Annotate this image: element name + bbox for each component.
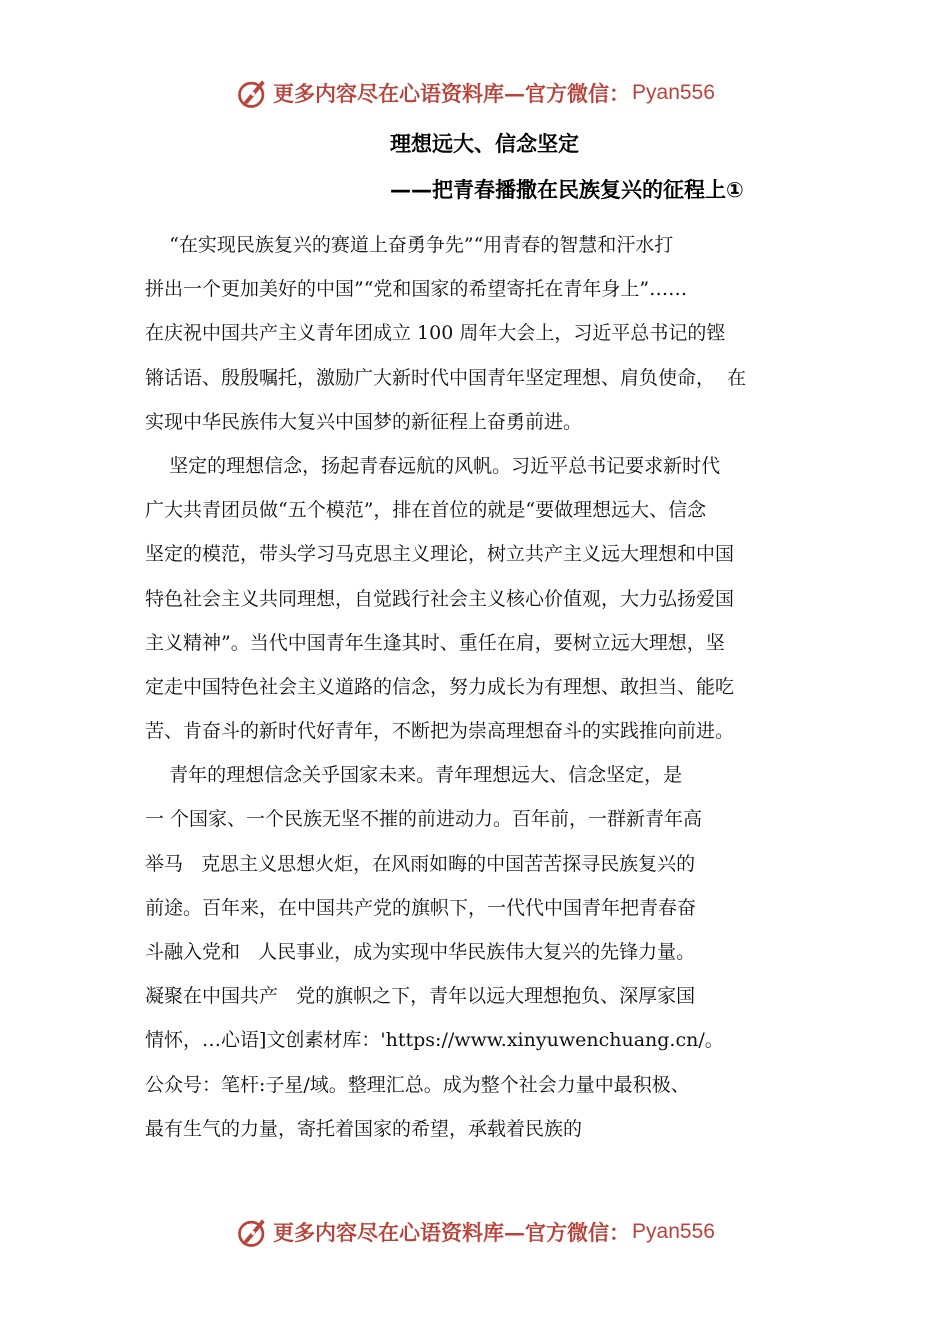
- body-line: 斗融入党和 人民事业，成为实现中华民族伟大复兴的先锋力量。: [145, 941, 696, 963]
- body-line: 前途。百年来，在中国共产党的旗帜下，一代代中国青年把青春奋: [145, 896, 697, 919]
- body-line: 一 个国家、一个民族无坚不摧的前进动力。百年前，一群新青年高: [145, 808, 703, 831]
- watermark-brand-text: 更多内容尽在心语资料库—官方微信：: [273, 81, 631, 106]
- body-line: 举马 克思主义思想火炬，在风雨如晦的中国苦苦探寻民族复兴的: [145, 852, 696, 875]
- body-line: 坚定的理想信念，扬起青春远航的风帆。习近平总书记要求新时代: [145, 454, 721, 477]
- watermark-id-text: Pyan556: [632, 81, 715, 104]
- watermark-banner-top: [0, 73, 950, 113]
- document-subtitle: ——把青春播撒在民族复兴的征程上①: [390, 178, 744, 202]
- body-line: 凝聚在中国共产 党的旗帜之下，青年以远大理想抱负、深厚家国: [145, 985, 696, 1008]
- document-title: 理想远大、信念坚定: [390, 132, 579, 156]
- body-line: 在庆祝中国共产主义青年团成立 100 周年大会上，习近平总书记的铿: [145, 322, 726, 345]
- body-line: “在实现民族复兴的赛道上奋勇争先”“用青春的智慧和汗水打: [145, 234, 674, 256]
- body-line: 实现中华民族伟大复兴中国梦的新征程上奋勇前进。: [145, 410, 583, 433]
- body-line: 情怀，…心语]文创素材库：'https://www.xinyuwenchuang.cn/。: [145, 1029, 724, 1052]
- body-line: 拼出一个更加美好的中国”“党和国家的希望寄托在青年身上”……: [145, 278, 688, 301]
- body-line: 坚定的模范，带头学习马克思主义理论，树立共产主义远大理想和中国: [145, 543, 735, 566]
- watermark-id-text: Pyan556: [632, 1220, 715, 1243]
- body-line: 锵话语、殷殷嘱托，激励广大新时代中国青年坚定理想、肩负使命， 在: [145, 366, 747, 389]
- document-body: [145, 223, 825, 1151]
- quill-logo-icon: [235, 1214, 271, 1250]
- quill-logo-icon: [235, 75, 271, 111]
- body-line: 广大共青团员做“五个模范”，排在首位的就是“要做理想远大、信念: [145, 499, 707, 522]
- watermark-banner-bottom: [0, 1212, 950, 1252]
- body-line: 公众号：笔杆:子星/域。整理汇总。成为整个社会力量中最积极、: [145, 1073, 690, 1096]
- body-line: 特色社会主义共同理想，自觉践行社会主义核心价值观，大力弘扬爱国: [145, 587, 735, 610]
- body-line: 定走中国特色社会主义道路的信念，努力成长为有理想、敢担当、能吃: [145, 675, 735, 698]
- body-line: 苦、肯奋斗的新时代好青年，不断把为崇高理想奋斗的实践推向前进。: [145, 720, 735, 743]
- body-line: 最有生气的力量，寄托着国家的希望，承载着民族的: [145, 1117, 583, 1140]
- watermark-brand-text: 更多内容尽在心语资料库—官方微信：: [273, 1220, 631, 1245]
- body-line: 主义精神”。当代中国青年生逢其时、重任在肩，要树立远大理想，坚: [145, 631, 725, 654]
- body-line: 青年的理想信念关乎国家未来。青年理想远大、信念坚定，是: [145, 764, 683, 787]
